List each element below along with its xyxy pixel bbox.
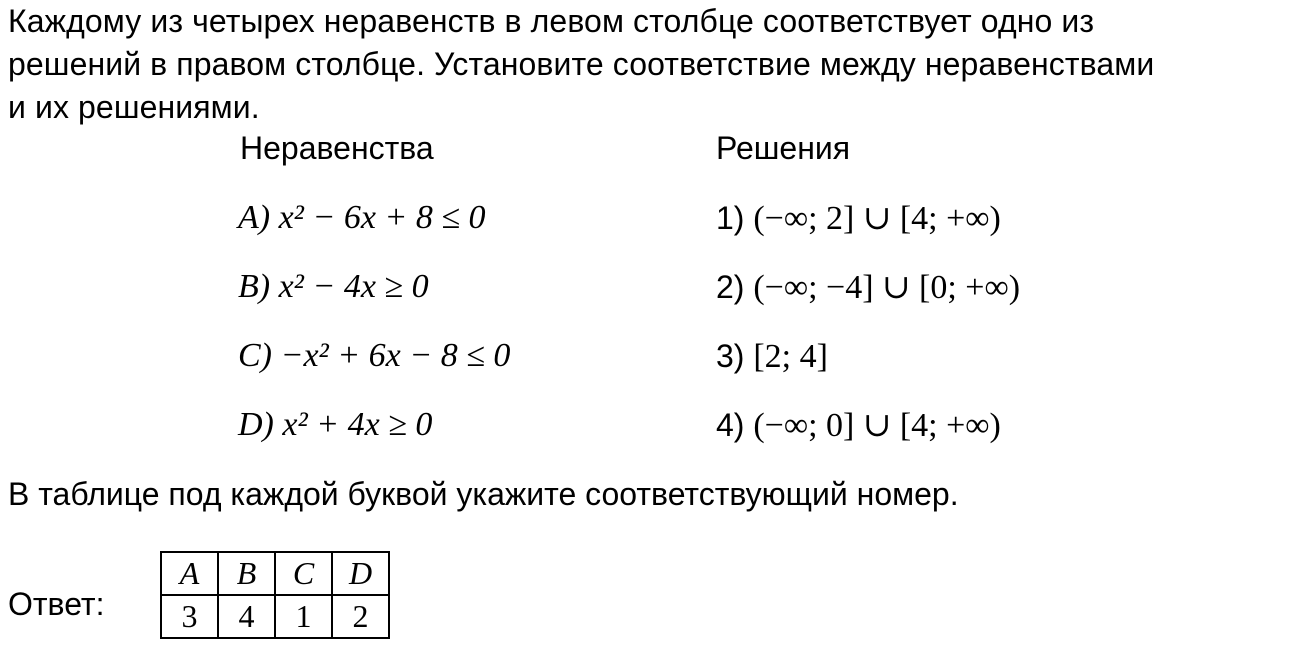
answer-letter-cell: C — [275, 552, 332, 595]
answer-table — [160, 551, 390, 639]
solution-item-1 — [716, 198, 1001, 239]
solution-number: 2) — [716, 269, 745, 305]
solution-number: 3) — [716, 338, 745, 374]
inequality-letter: D) — [238, 406, 274, 443]
answer-letter-cell: B — [218, 552, 275, 595]
inequality-expression: x² − 4x ≥ 0 — [278, 268, 429, 305]
inequality-item-a — [238, 198, 486, 238]
solution-number: 4) — [716, 407, 745, 443]
inequality-expression: x² − 6x + 8 ≤ 0 — [278, 199, 486, 236]
inequality-expression: −x² + 6x − 8 ≤ 0 — [280, 337, 511, 374]
solution-set: (−∞; 2] ∪ [4; +∞) — [753, 200, 1001, 237]
solution-number: 1) — [716, 200, 745, 236]
answer-label: Ответ: — [8, 586, 105, 622]
solution-set: (−∞; 0] ∪ [4; +∞) — [753, 407, 1001, 444]
task-statement-line-2: решений в правом столбце. Установите соответствие между неравенствами — [8, 46, 1155, 82]
solutions-header: Решения — [716, 130, 851, 166]
answer-letter-cell: A — [161, 552, 218, 595]
solution-item-3 — [716, 336, 828, 377]
answer-value-cell[interactable]: 2 — [332, 595, 389, 638]
inequality-letter: A) — [238, 199, 271, 236]
solution-item-2 — [716, 267, 1020, 308]
task-statement-line-1: Каждому из четырех неравенств в левом столбце соответствует одно из — [8, 3, 1095, 39]
answer-value-cell[interactable]: 4 — [218, 595, 275, 638]
answer-value-cell[interactable]: 3 — [161, 595, 218, 638]
inequality-expression: x² + 4x ≥ 0 — [282, 406, 433, 443]
task-statement — [8, 0, 1308, 129]
inequality-item-c — [238, 336, 510, 376]
inequality-letter: C) — [238, 337, 272, 374]
task-statement-line-3: и их решениями. — [8, 89, 260, 125]
answer-letter-cell: D — [332, 552, 389, 595]
answer-value-cell[interactable]: 1 — [275, 595, 332, 638]
answer-table-value-row — [161, 595, 389, 638]
inequality-item-b — [238, 267, 429, 307]
inequality-letter: B) — [238, 268, 271, 305]
inequalities-header: Неравенства — [240, 130, 434, 166]
solution-set: [2; 4] — [753, 338, 828, 375]
inequality-item-d — [238, 405, 432, 445]
solution-set: (−∞; −4] ∪ [0; +∞) — [753, 269, 1021, 306]
answer-table-header-row — [161, 552, 389, 595]
solution-item-4 — [716, 405, 1001, 446]
answer-instruction: В таблице под каждой буквой укажите соответствующий номер. — [8, 476, 959, 512]
